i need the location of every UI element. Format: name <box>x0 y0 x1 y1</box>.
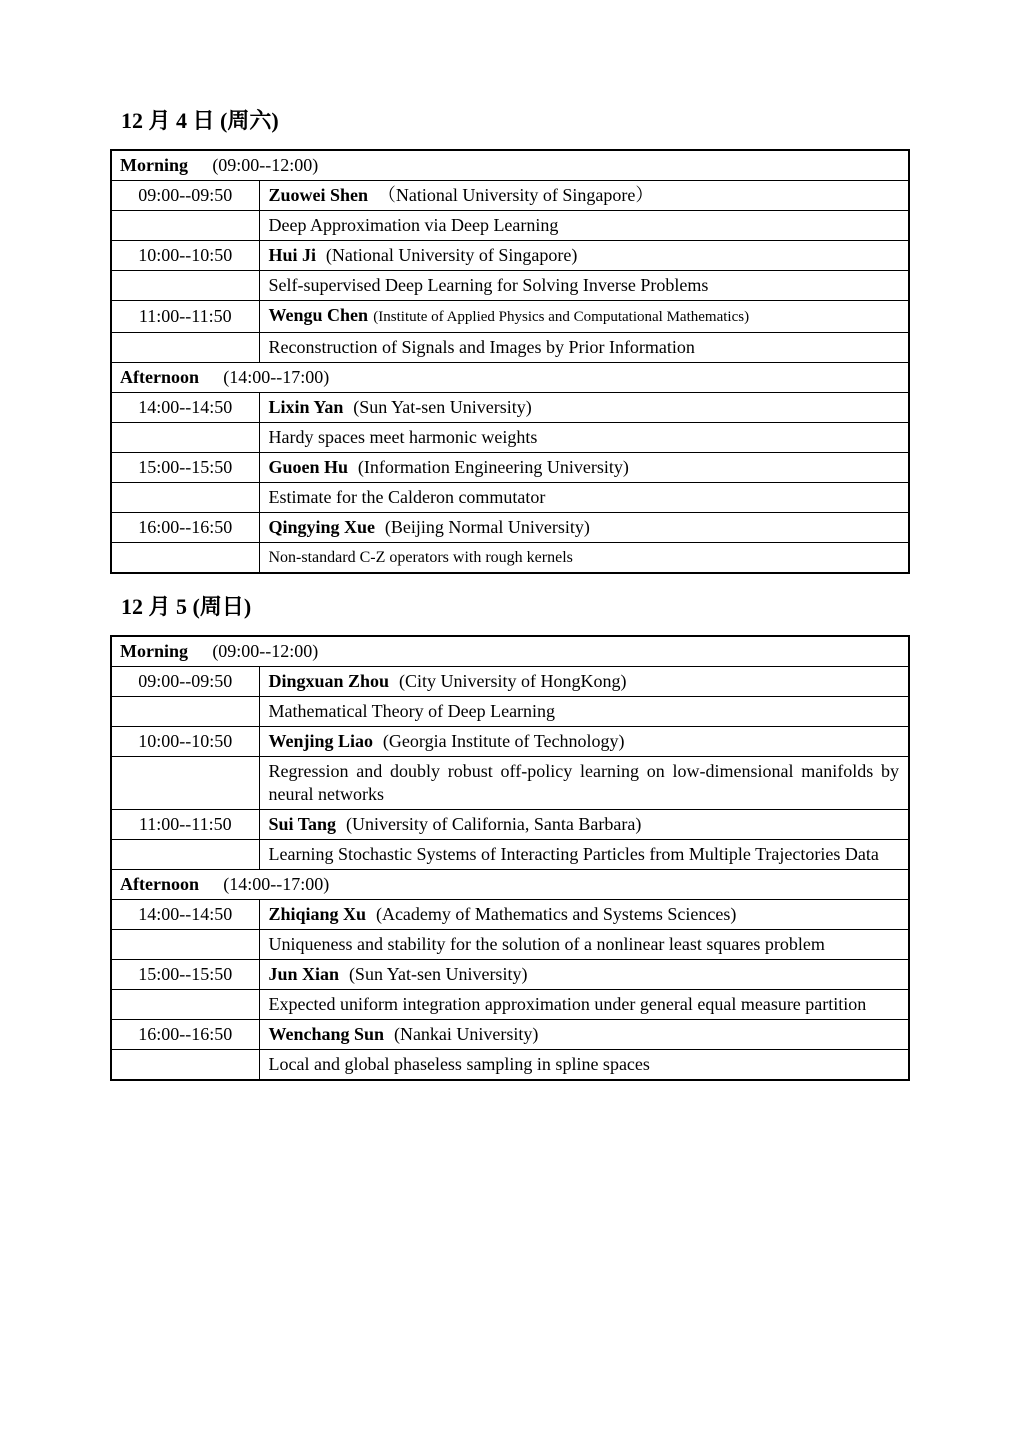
speaker-name: Wenjing Liao <box>268 731 374 751</box>
speaker-name: Hui Ji <box>268 245 317 265</box>
talk-time-cell: 11:00--11:50 <box>111 301 259 333</box>
session-time: (09:00--12:00) <box>212 641 319 661</box>
talk-title-cell: Deep Approximation via Deep Learning <box>259 211 909 241</box>
session-header <box>111 870 909 900</box>
speaker-cell <box>259 900 909 930</box>
speaker-cell <box>259 453 909 483</box>
day-section-dec5 <box>110 592 912 1081</box>
speaker-cell <box>259 181 909 211</box>
empty-time-cell <box>111 990 259 1020</box>
day-heading: 12 月 4 日 (周六) <box>121 108 279 133</box>
schedule-table-dec4 <box>110 149 910 574</box>
talk-time-cell: 11:00--11:50 <box>111 810 259 840</box>
speaker-affiliation: (Nankai University) <box>393 1024 539 1044</box>
talk-title-cell: Expected uniform integration approximation under general equal measure partition <box>259 990 909 1020</box>
schedule-table-dec5 <box>110 635 910 1081</box>
speaker-cell <box>259 1020 909 1050</box>
talk-title-cell: Regression and doubly robust off-policy learning on low-dimensional manifolds by neural networks <box>259 757 909 810</box>
speaker-affiliation: (City University of HongKong) <box>398 671 627 691</box>
talk-title-cell: Mathematical Theory of Deep Learning <box>259 697 909 727</box>
session-header-row <box>111 150 909 181</box>
speaker-name: Wengu Chen <box>268 305 369 325</box>
talk-time-cell: 14:00--14:50 <box>111 900 259 930</box>
table-row <box>111 241 909 271</box>
session-header-row <box>111 870 909 900</box>
table-row <box>111 393 909 423</box>
speaker-affiliation: (Beijing Normal University) <box>384 517 590 537</box>
table-row <box>111 960 909 990</box>
empty-time-cell <box>111 211 259 241</box>
speaker-name: Zuowei Shen <box>268 185 369 205</box>
speaker-affiliation: (Sun Yat-sen University) <box>353 397 532 417</box>
speaker-affiliation: (Institute of Applied Physics and Computational Mathematics) <box>373 309 750 325</box>
talk-title-cell: Non-standard C-Z operators with rough kernels <box>259 543 909 574</box>
speaker-name: Wenchang Sun <box>268 1024 385 1044</box>
table-row <box>111 667 909 697</box>
talk-time-cell: 15:00--15:50 <box>111 960 259 990</box>
talk-time-cell: 16:00--16:50 <box>111 513 259 543</box>
speaker-cell <box>259 667 909 697</box>
session-time: (14:00--17:00) <box>223 874 330 894</box>
session-time: (09:00--12:00) <box>212 155 319 175</box>
table-row <box>111 810 909 840</box>
talk-title-cell: Uniqueness and stability for the solution of a nonlinear least squares problem <box>259 930 909 960</box>
speaker-name: Lixin Yan <box>268 397 344 417</box>
session-label: Afternoon <box>120 367 199 387</box>
empty-time-cell <box>111 543 259 574</box>
table-row <box>111 840 909 870</box>
table-row <box>111 930 909 960</box>
talk-time-cell: 15:00--15:50 <box>111 453 259 483</box>
table-row <box>111 423 909 453</box>
talk-time-cell: 16:00--16:50 <box>111 1020 259 1050</box>
empty-time-cell <box>111 333 259 363</box>
speaker-name: Qingying Xue <box>268 517 376 537</box>
talk-title-cell: Reconstruction of Signals and Images by Prior Information <box>259 333 909 363</box>
table-row <box>111 513 909 543</box>
talk-time-cell: 09:00--09:50 <box>111 181 259 211</box>
speaker-cell <box>259 241 909 271</box>
speaker-affiliation: (Academy of Mathematics and Systems Sciences) <box>375 904 737 924</box>
session-header-row <box>111 363 909 393</box>
session-header <box>111 636 909 667</box>
talk-title-cell: Learning Stochastic Systems of Interacting Particles from Multiple Trajectories Data <box>259 840 909 870</box>
table-row <box>111 181 909 211</box>
speaker-name: Dingxuan Zhou <box>268 671 390 691</box>
talk-time-cell: 14:00--14:50 <box>111 393 259 423</box>
table-row <box>111 211 909 241</box>
session-label: Morning <box>120 641 189 661</box>
table-row <box>111 697 909 727</box>
speaker-cell <box>259 393 909 423</box>
empty-time-cell <box>111 271 259 301</box>
speaker-cell <box>259 513 909 543</box>
empty-time-cell <box>111 697 259 727</box>
table-row <box>111 727 909 757</box>
table-row <box>111 301 909 333</box>
speaker-name: Zhiqiang Xu <box>268 904 367 924</box>
speaker-cell <box>259 727 909 757</box>
speaker-name: Guoen Hu <box>268 457 349 477</box>
empty-time-cell <box>111 483 259 513</box>
speaker-affiliation: (National University of Singapore) <box>325 245 578 265</box>
speaker-affiliation: (University of California, Santa Barbara) <box>345 814 642 834</box>
talk-title-cell: Local and global phaseless sampling in spline spaces <box>259 1050 909 1081</box>
table-row <box>111 543 909 574</box>
speaker-affiliation: (Information Engineering University) <box>357 457 629 477</box>
session-label: Afternoon <box>120 874 199 894</box>
talk-title-cell: Self-supervised Deep Learning for Solving Inverse Problems <box>259 271 909 301</box>
empty-time-cell <box>111 930 259 960</box>
table-row <box>111 453 909 483</box>
speaker-cell <box>259 301 909 333</box>
session-label: Morning <box>120 155 189 175</box>
empty-time-cell <box>111 840 259 870</box>
speaker-affiliation: （National University of Singapore） <box>377 185 654 205</box>
speaker-affiliation: (Georgia Institute of Technology) <box>382 731 625 751</box>
talk-time-cell: 10:00--10:50 <box>111 727 259 757</box>
session-header-row <box>111 636 909 667</box>
speaker-name: Sui Tang <box>268 814 337 834</box>
table-row <box>111 333 909 363</box>
session-header <box>111 363 909 393</box>
speaker-cell <box>259 960 909 990</box>
speaker-name: Jun Xian <box>268 964 340 984</box>
table-row <box>111 483 909 513</box>
day-heading: 12 月 5 (周日) <box>121 594 252 619</box>
talk-time-cell: 10:00--10:50 <box>111 241 259 271</box>
empty-time-cell <box>111 757 259 810</box>
table-row <box>111 757 909 810</box>
speaker-affiliation: (Sun Yat-sen University) <box>348 964 528 984</box>
speaker-cell <box>259 810 909 840</box>
table-row <box>111 1050 909 1081</box>
empty-time-cell <box>111 423 259 453</box>
talk-title-cell: Hardy spaces meet harmonic weights <box>259 423 909 453</box>
table-row <box>111 271 909 301</box>
empty-time-cell <box>111 1050 259 1081</box>
day-section-dec4 <box>110 106 912 574</box>
session-header <box>111 150 909 181</box>
talk-time-cell: 09:00--09:50 <box>111 667 259 697</box>
talk-title-cell: Estimate for the Calderon commutator <box>259 483 909 513</box>
table-row <box>111 900 909 930</box>
table-row <box>111 1020 909 1050</box>
session-time: (14:00--17:00) <box>223 367 330 387</box>
table-row <box>111 990 909 1020</box>
